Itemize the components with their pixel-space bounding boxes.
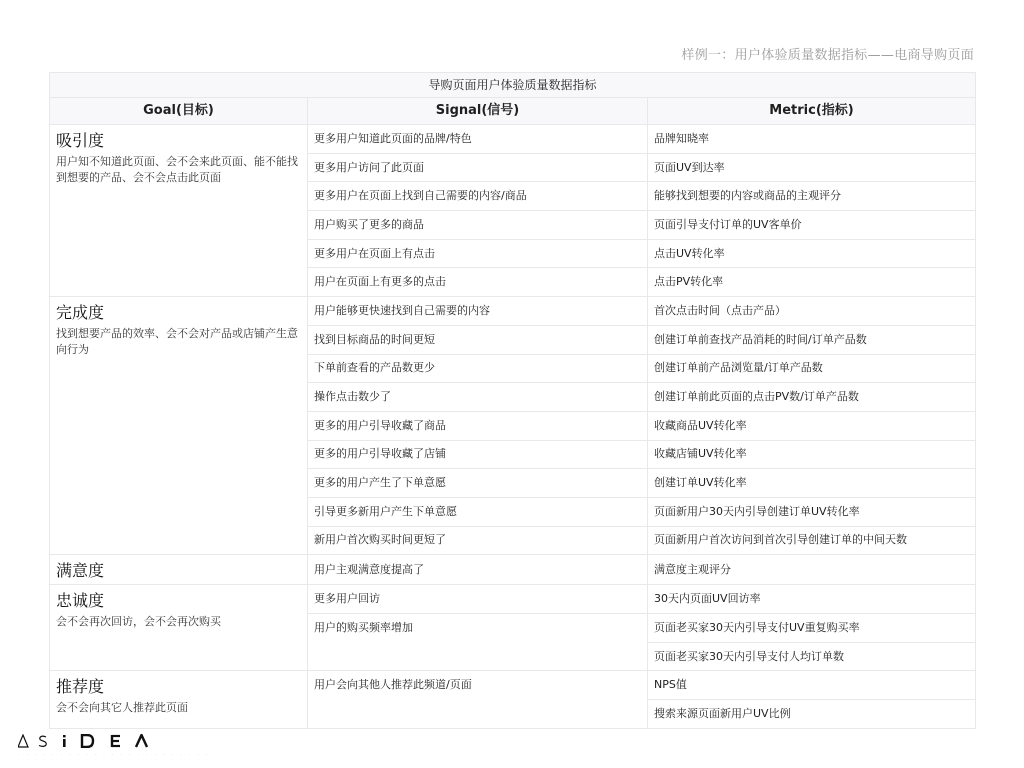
metric-cell: 页面引导支付订单的UV客单价 [648,211,976,240]
table-body [50,125,976,729]
table-title: 导购页面用户体验质量数据指标 [50,73,976,98]
signal-cell: 用户主观满意度提高了 [308,555,648,585]
metric-cell: 页面新用户首次访问到首次引导创建订单的中间天数 [648,526,976,555]
asidea-logo [18,734,158,748]
signal-cell: 更多的用户引导收藏了商品 [308,411,648,440]
table-row [50,555,976,585]
metric-cell: 30天内页面UV回访率 [648,585,976,614]
signal-cell: 更多的用户引导收藏了店铺 [308,440,648,469]
signal-cell: 新用户首次购买时间更短了 [308,526,648,555]
goal-description: 会不会再次回访，会不会再次购买 [56,615,221,629]
signal-cell: 操作点击数少了 [308,383,648,412]
goal-name: 满意度 [56,561,105,581]
goal-description: 找到想要产品的效率、会不会对产品或店铺产生意向行为 [56,327,298,357]
goal-cell [50,671,308,728]
column-header-goal: Goal(目标) [50,98,308,125]
goal-name: 完成度 [56,303,105,323]
metric-cell: 能够找到想要的内容或商品的主观评分 [648,182,976,211]
goal-name: 忠诚度 [56,591,105,611]
signal-cell: 用户能够更快速找到自己需要的内容 [308,297,648,326]
logo-mark [18,734,158,748]
goal-cell [50,125,308,297]
signal-cell: 更多用户在页面上有点击 [308,239,648,268]
goal-name: 吸引度 [56,131,105,150]
metric-cell: 创建订单前查找产品消耗的时间/订单产品数 [648,325,976,354]
metric-cell: 收藏商品UV转化率 [648,411,976,440]
table-title-row [50,73,976,98]
metric-cell: 搜索来源页面新用户UV比例 [648,700,976,729]
metric-cell: 创建订单UV转化率 [648,469,976,498]
table-row [50,585,976,614]
metrics-table [49,72,976,729]
goal-description: 会不会向其它人推荐此页面 [56,701,188,715]
signal-cell: 用户购买了更多的商品 [308,211,648,240]
table-row [50,671,976,700]
signal-cell: 引导更多新用户产生下单意愿 [308,497,648,526]
signal-cell: 下单前查看的产品数更少 [308,354,648,383]
metric-cell: 收藏店铺UV转化率 [648,440,976,469]
goal-description: 用户知不知道此页面、会不会来此页面、能不能找到想要的产品、会不会点击此页面 [56,155,298,184]
table-row [50,125,976,154]
goal-name: 推荐度 [56,677,105,697]
signal-cell: 更多用户知道此页面的品牌/特色 [308,125,648,154]
logo-tagline: · · · · · · · · · · · · · · · · · · · · · · · [18,752,211,757]
signal-cell: 更多用户在页面上找到自己需要的内容/商品 [308,182,648,211]
table-header-row [50,98,976,125]
metric-cell: 页面新用户30天内引导创建订单UV转化率 [648,497,976,526]
column-header-metric: Metric(指标) [648,98,976,125]
goal-cell [50,585,308,671]
metric-cell: NPS值 [648,671,976,700]
signal-cell: 用户在页面上有更多的点击 [308,268,648,297]
goal-cell [50,555,308,585]
metric-cell: 页面老买家30天内引导支付UV重复购买率 [648,614,976,643]
metric-cell: 创建订单前此页面的点击PV数/订单产品数 [648,383,976,412]
signal-cell: 用户会向其他人推荐此频道/页面 [308,671,648,728]
signal-cell: 用户的购买频率增加 [308,614,648,671]
metric-cell: 首次点击时间（点击产品） [648,297,976,326]
signal-cell: 找到目标商品的时间更短 [308,325,648,354]
metric-cell: 页面UV到达率 [648,153,976,182]
signal-cell: 更多的用户产生了下单意愿 [308,469,648,498]
metric-cell: 满意度主观评分 [648,555,976,585]
signal-cell: 更多用户回访 [308,585,648,614]
metric-cell: 创建订单前产品浏览量/订单产品数 [648,354,976,383]
metric-cell: 页面老买家30天内引导支付人均订单数 [648,642,976,671]
table-row [50,297,976,326]
metric-cell: 品牌知晓率 [648,125,976,154]
page-caption: 样例一：用户体验质量数据指标——电商导购页面 [681,48,974,63]
column-header-signal: Signal(信号) [308,98,648,125]
goal-cell [50,297,308,555]
metric-cell: 点击UV转化率 [648,239,976,268]
metric-cell: 点击PV转化率 [648,268,976,297]
signal-cell: 更多用户访问了此页面 [308,153,648,182]
